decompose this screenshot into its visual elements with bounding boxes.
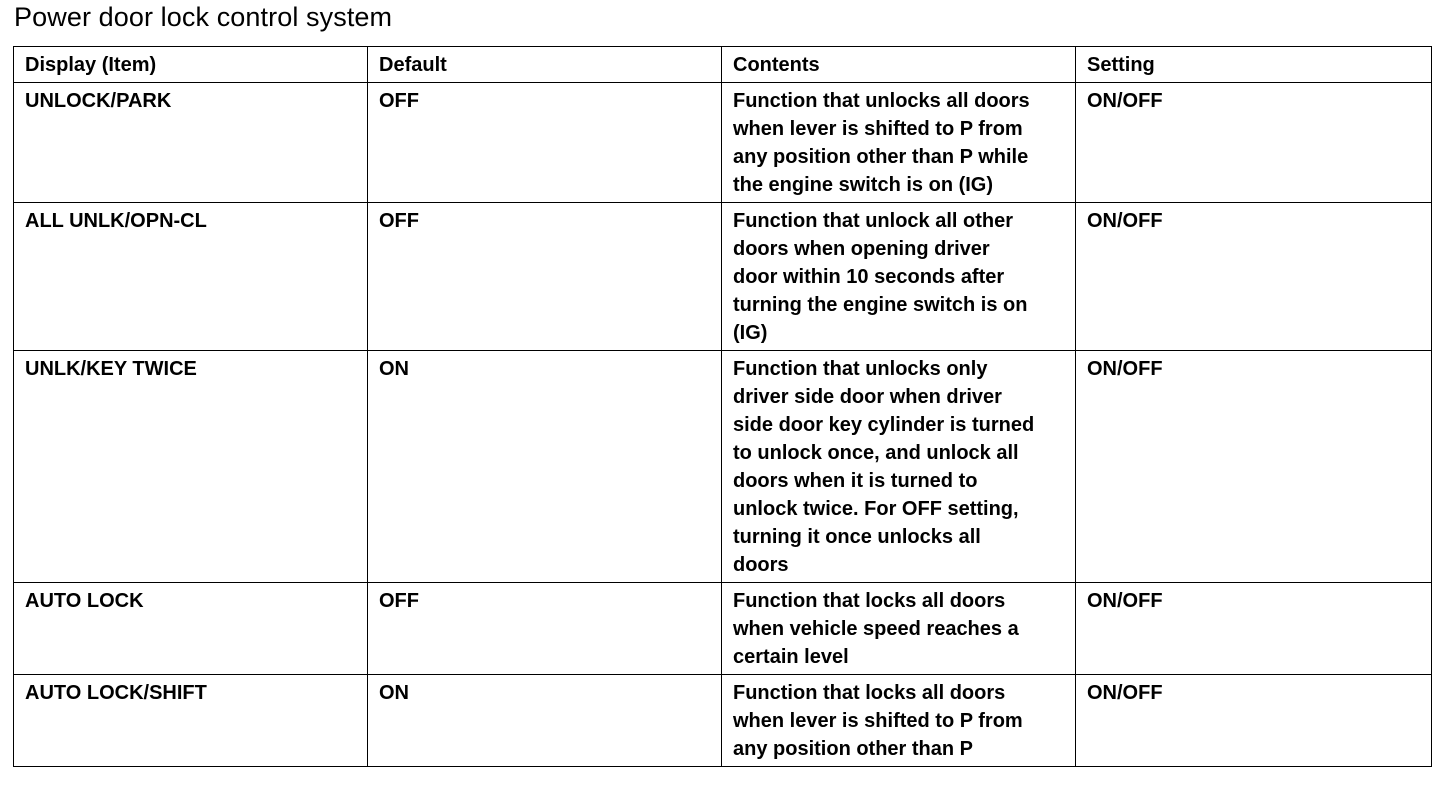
contents-line: certain level [733,646,849,668]
contents-line: turning the engine switch is on [733,294,1028,316]
cell-item: UNLK/KEY TWICE [14,351,368,583]
table-row [14,675,1432,767]
contents-line: driver side door when driver [733,386,1002,408]
contents-line: Function that locks all doors [733,590,1006,612]
table-row [14,351,1432,583]
contents-line: doors when it is turned to [733,470,978,492]
contents-line: doors when opening driver [733,238,990,260]
contents-line: Function that unlock all other [733,210,1013,232]
contents-line: when lever is shifted to P from [733,710,1023,732]
contents-line: Function that unlocks only [733,358,988,380]
header-contents: Contents [722,47,1076,83]
cell-contents [722,675,1076,767]
settings-table [13,46,1432,767]
contents-line: unlock twice. For OFF setting, [733,498,1019,520]
contents-line: door within 10 seconds after [733,266,1005,288]
contents-line: any position other than P [733,738,974,760]
contents-line: Function that locks all doors [733,682,1006,704]
contents-line: to unlock once, and unlock all [733,442,1019,464]
cell-setting: ON/OFF [1076,203,1432,351]
contents-line: side door key cylinder is turned [733,414,1035,436]
cell-contents [722,351,1076,583]
cell-default: OFF [368,203,722,351]
page-title: Power door lock control system [14,2,393,32]
cell-item: AUTO LOCK [14,583,368,675]
cell-contents [722,583,1076,675]
cell-setting: ON/OFF [1076,583,1432,675]
cell-default: ON [368,351,722,583]
contents-line: (IG) [733,322,768,344]
contents-line: the engine switch is on (IG) [733,174,994,196]
header-display-item: Display (Item) [14,47,368,83]
table-row [14,83,1432,203]
header-default: Default [368,47,722,83]
cell-default: OFF [368,583,722,675]
contents-line: doors [733,554,789,576]
cell-setting: ON/OFF [1076,675,1432,767]
contents-line: Function that unlocks all doors [733,90,1030,112]
cell-item: ALL UNLK/OPN-CL [14,203,368,351]
contents-line: when lever is shifted to P from [733,118,1023,140]
cell-setting: ON/OFF [1076,83,1432,203]
cell-contents [722,203,1076,351]
cell-setting: ON/OFF [1076,351,1432,583]
header-setting: Setting [1076,47,1432,83]
contents-line: any position other than P while [733,146,1029,168]
cell-item: AUTO LOCK/SHIFT [14,675,368,767]
cell-default: OFF [368,83,722,203]
cell-item: UNLOCK/PARK [14,83,368,203]
cell-contents [722,83,1076,203]
contents-line: turning it once unlocks all [733,526,981,548]
table-row [14,203,1432,351]
table-header-row [14,47,1432,83]
contents-line: when vehicle speed reaches a [733,618,1019,640]
cell-default: ON [368,675,722,767]
table-row [14,583,1432,675]
